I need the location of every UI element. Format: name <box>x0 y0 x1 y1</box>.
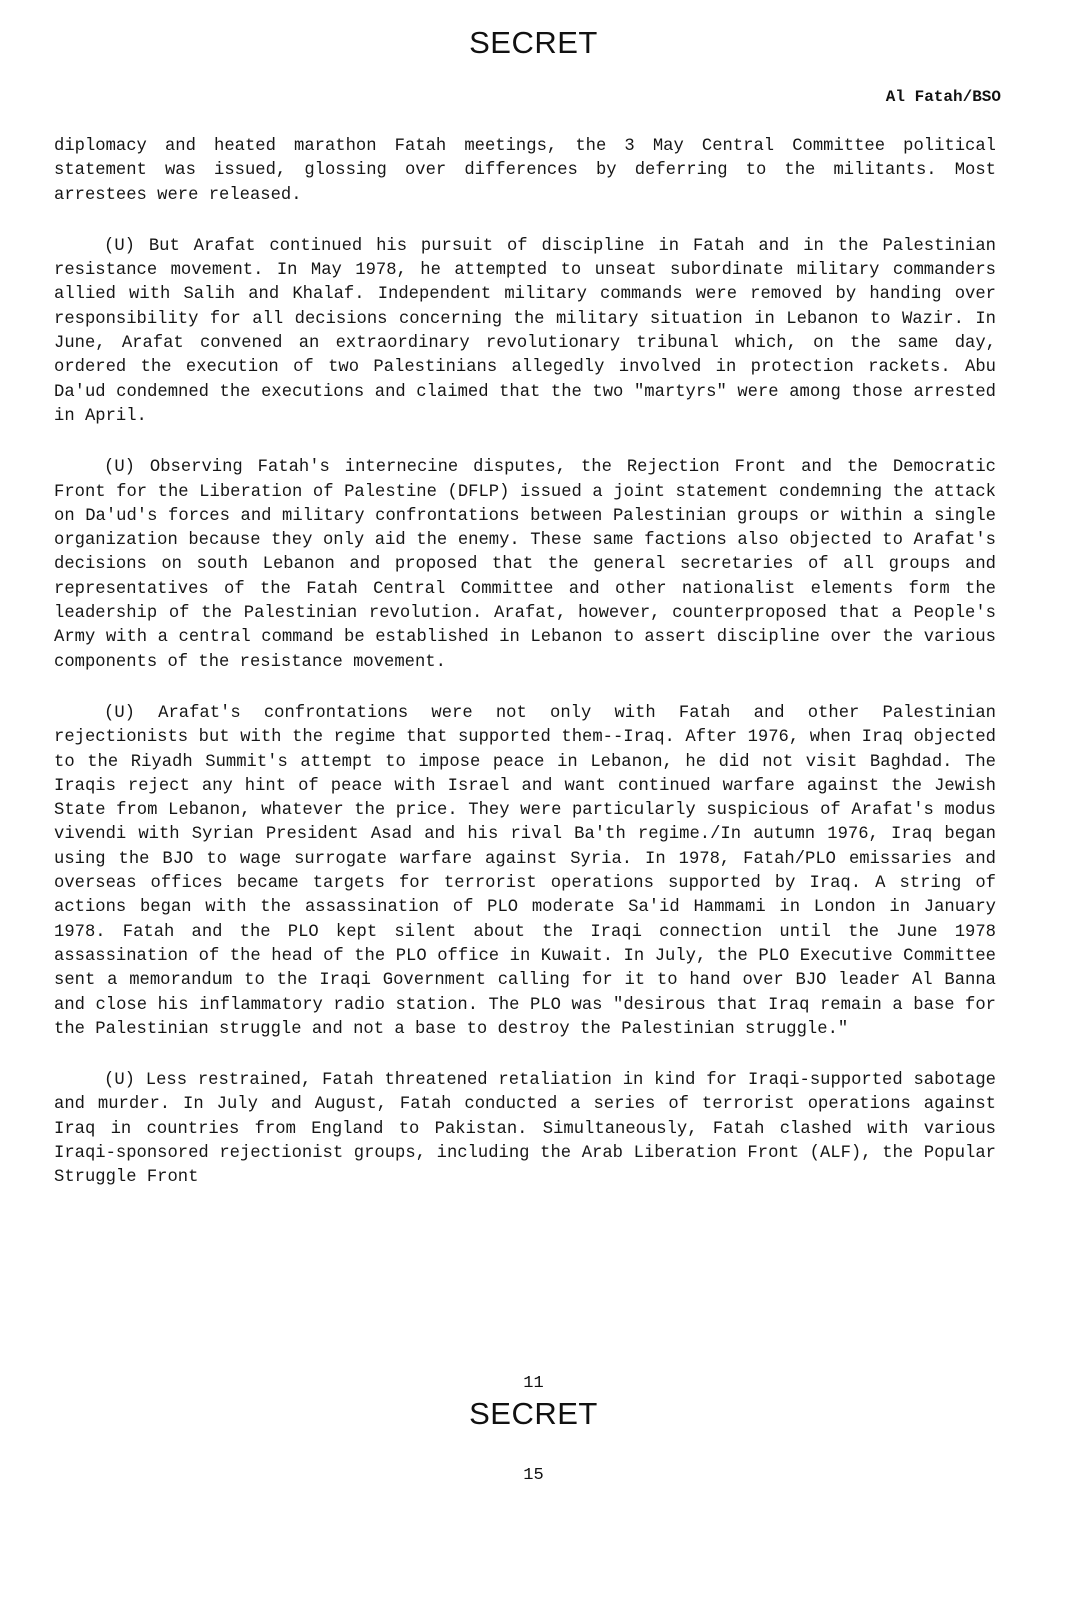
document-body <box>54 135 996 1218</box>
paragraph-fatah-retaliation: (U) Less restrained, Fatah threatened retaliation in kind for Iraqi-supported sabotage and murder. In July and August, Fatah conducted a series of terrorist operations against Iraq in countries from England to Pakistan. Simultaneously, Fatah clashed with various Iraqi-sponsored rejectionist groups, including the Arab Liberation Front (ALF), the Popular Struggle Front <box>54 1071 996 1188</box>
sequence-number: 15 <box>523 1466 544 1485</box>
paragraph-iraq-confrontation: (U) Arafat's confrontations were not only with Fatah and other Palestinian rejectionists but with the regime that supported them--Iraq. After 1976, when Iraq objected to the Riyadh Summit's attempt to impose peace in Lebanon, he did not visit Baghdad. The Iraqis reject any hint of peace with Israel and want continued warfare against the Jewish State from Lebanon, whatever the price. They were particularly suspicious of Arafat's modus vivendi with Syrian President Asad and his rival Ba'th regime./In autumn 1976, Iraq began using the BJO to wage surrogate warfare against Syria. In 1978, Fatah/PLO emissaries and overseas offices became targets for terrorist operations supported by Iraq. A string of actions began with the assassination of PLO moderate Sa'id Hammami in London in January 1978. Fatah and the PLO kept silent about the Iraqi connection until the June 1978 assassination of the head of the PLO office in Kuwait. In July, the PLO Executive Committee sent a memorandum to the Iraqi Government calling for it to hand over BJO leader Al Banna and close his inflammatory radio station. The PLO was "desirous that Iraq remain a base for the Palestinian struggle and not a base to destroy the Palestinian struggle." <box>54 703 996 1039</box>
paragraph-arafat-discipline: (U) But Arafat continued his pursuit of discipline in Fatah and in the Palestinian resistance movement. In May 1978, he attempted to unseat subordinate military commanders allied with Salih and Khalaf. Independent military commands were removed by handing over responsibility for all decisions concerning the military situation in Lebanon to Wazir. In June, Arafat convened an extraordinary revolutionary tribunal which, on the same day, ordered the execution of two Palestinians allegedly involved in protection rackets. Abu Da'ud condemned the executions and claimed that the two "martyrs" were among those arrested in April. <box>54 236 996 426</box>
page-number: 11 <box>523 1374 544 1393</box>
paragraph-continuation: diplomacy and heated marathon Fatah meetings, the 3 May Central Committee political statement was issued, glossing over differences by deferring to the militants. Most arrestees were released. <box>54 137 996 205</box>
classification-marking-bottom: SECRET <box>469 1396 598 1431</box>
document-header-reference: Al Fatah/BSO <box>885 88 1001 106</box>
classification-marking-top: SECRET <box>469 25 598 60</box>
paragraph-rejection-front: (U) Observing Fatah's internecine disputes, the Rejection Front and the Democratic Front for the Liberation of Palestine (DFLP) issued a joint statement condemning the attack on Da'ud's forces and military confrontations between Palestinian groups or within a single organization because they only aid the enemy. These same factions also objected to Arafat's decisions on south Lebanon and proposed that the general secretaries of all groups and representatives of the Fatah Central Committee and other nationalist elements form the leadership of the Palestinian revolution. Arafat, however, counterproposed that a People's Army with a central command be established in Lebanon to assert discipline over the various components of the resistance movement. <box>54 458 996 672</box>
